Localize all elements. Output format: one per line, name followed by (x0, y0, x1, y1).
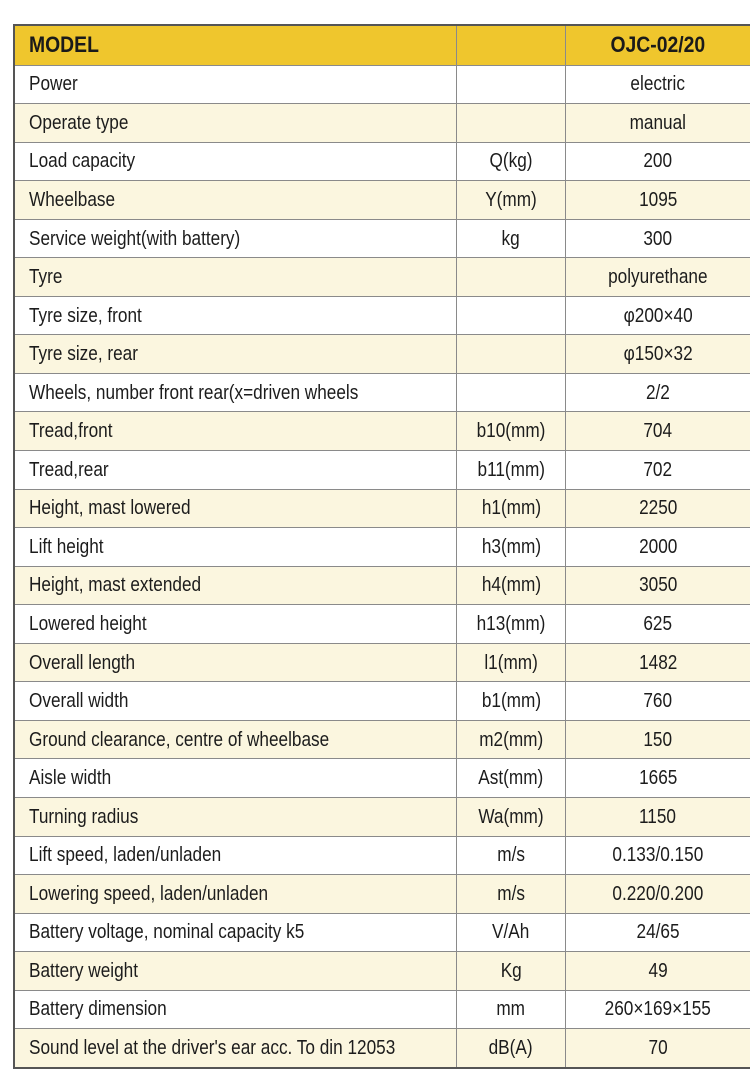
table-row (14, 142, 750, 181)
row-parameter: Height, mast lowered (29, 497, 191, 520)
row-parameter: Sound level at the driver's ear acc. To din 12053 (29, 1037, 396, 1060)
row-value: 2000 (638, 535, 678, 558)
row-value: 24/65 (636, 921, 680, 944)
table-row (14, 1029, 750, 1068)
table-row (14, 566, 750, 605)
row-value-cell (566, 65, 750, 104)
row-value-cell (566, 605, 750, 644)
row-unit: h3(mm) (481, 535, 541, 558)
row-parameter-cell (14, 412, 457, 451)
table-row (14, 952, 750, 991)
table-row (14, 720, 750, 759)
row-parameter-cell (14, 797, 457, 836)
row-value-cell (566, 566, 750, 605)
row-value: 260×169×155 (604, 998, 712, 1021)
row-unit: b11(mm) (477, 458, 545, 481)
row-value: 150 (643, 728, 673, 751)
row-parameter: Operate type (29, 111, 129, 134)
row-unit-cell (457, 836, 566, 875)
row-parameter-cell (14, 104, 457, 143)
row-unit-cell (457, 875, 566, 914)
row-value: polyurethane (608, 266, 708, 289)
row-parameter-cell (14, 875, 457, 914)
row-parameter: Ground clearance, centre of wheelbase (29, 728, 330, 751)
row-value-cell (566, 451, 750, 490)
row-unit: Y(mm) (485, 188, 537, 211)
row-value-cell (566, 720, 750, 759)
row-unit-cell (457, 65, 566, 104)
row-unit-cell (457, 759, 566, 798)
row-value: 3050 (638, 574, 678, 597)
row-unit: Kg (500, 959, 522, 982)
row-unit-cell (457, 990, 566, 1029)
table-header-row (14, 25, 750, 65)
row-value-cell (566, 913, 750, 952)
row-parameter: Tyre (29, 266, 63, 289)
row-parameter: Battery dimension (29, 998, 167, 1021)
row-parameter: Battery voltage, nominal capacity k5 (29, 921, 305, 944)
row-parameter-cell (14, 65, 457, 104)
row-value-cell (566, 836, 750, 875)
row-parameter-cell (14, 952, 457, 991)
row-value: 625 (643, 612, 673, 635)
row-unit-cell (457, 566, 566, 605)
row-parameter: Overall width (29, 690, 129, 713)
row-parameter: Battery weight (29, 959, 138, 982)
row-parameter-cell (14, 1029, 457, 1068)
table-row (14, 412, 750, 451)
row-unit: h13(mm) (476, 612, 546, 635)
row-parameter: Tread,front (29, 420, 113, 443)
row-unit-cell (457, 104, 566, 143)
row-unit-cell (457, 643, 566, 682)
row-value-cell (566, 296, 750, 335)
table-row (14, 528, 750, 567)
row-unit: l1(mm) (484, 651, 538, 674)
header-parameter: MODEL (14, 25, 457, 65)
row-value-cell (566, 489, 750, 528)
row-parameter-cell (14, 142, 457, 181)
row-unit: kg (501, 227, 521, 250)
row-value: 70 (648, 1037, 668, 1060)
row-value: φ200×40 (623, 304, 693, 327)
row-value: 2/2 (646, 381, 670, 404)
row-parameter-cell (14, 181, 457, 220)
row-value: 0.220/0.200 (612, 882, 704, 905)
row-unit-cell (457, 181, 566, 220)
row-parameter-cell (14, 759, 457, 798)
row-parameter: Tread,rear (29, 458, 109, 481)
row-unit-cell (457, 142, 566, 181)
row-parameter: Wheels, number front rear(x=driven wheels (29, 381, 359, 404)
row-parameter: Lowering speed, laden/unladen (29, 882, 269, 905)
row-value: 702 (643, 458, 673, 481)
header-model-value: OJC-02/20 (566, 25, 750, 65)
row-value: 760 (643, 690, 673, 713)
row-unit: Q(kg) (489, 150, 533, 173)
row-value: φ150×32 (623, 343, 693, 366)
row-value: 0.133/0.150 (612, 844, 704, 867)
table-row (14, 489, 750, 528)
row-unit-cell (457, 219, 566, 258)
row-unit-cell (457, 720, 566, 759)
row-unit-cell (457, 913, 566, 952)
row-parameter-cell (14, 836, 457, 875)
row-unit-cell (457, 412, 566, 451)
row-value: electric (630, 73, 686, 96)
row-parameter-cell (14, 643, 457, 682)
row-parameter-cell (14, 451, 457, 490)
row-unit: dB(A) (489, 1037, 533, 1060)
row-parameter-cell (14, 682, 457, 721)
row-value: 1482 (638, 651, 678, 674)
row-unit: m/s (497, 882, 525, 905)
spec-table (13, 24, 750, 1069)
row-unit: b1(mm) (481, 690, 541, 713)
table-row (14, 643, 750, 682)
row-parameter-cell (14, 990, 457, 1029)
table-row (14, 104, 750, 143)
row-value-cell (566, 682, 750, 721)
row-value-cell (566, 952, 750, 991)
row-value: 200 (643, 150, 673, 173)
row-value: manual (629, 111, 687, 134)
row-parameter-cell (14, 296, 457, 335)
row-parameter-cell (14, 373, 457, 412)
table-row (14, 875, 750, 914)
table-row (14, 913, 750, 952)
row-value-cell (566, 335, 750, 374)
table-row (14, 836, 750, 875)
row-parameter: Turning radius (29, 805, 139, 828)
table-row (14, 759, 750, 798)
row-parameter: Tyre size, front (29, 304, 142, 327)
row-parameter-cell (14, 720, 457, 759)
row-value-cell (566, 528, 750, 567)
row-unit-cell (457, 952, 566, 991)
row-parameter-cell (14, 258, 457, 297)
row-unit-cell (457, 258, 566, 297)
row-value-cell (566, 373, 750, 412)
row-value: 49 (648, 959, 668, 982)
table-row (14, 335, 750, 374)
row-unit: Wa(mm) (478, 805, 544, 828)
table-row (14, 296, 750, 335)
row-parameter-cell (14, 913, 457, 952)
row-value-cell (566, 990, 750, 1029)
row-unit: b10(mm) (476, 420, 546, 443)
table-row (14, 797, 750, 836)
row-parameter: Service weight(with battery) (29, 227, 241, 250)
row-unit: V/Ah (492, 921, 530, 944)
row-value-cell (566, 1029, 750, 1068)
row-parameter: Wheelbase (29, 188, 116, 211)
row-unit-cell (457, 682, 566, 721)
header-unit (457, 25, 566, 65)
row-unit-cell (457, 335, 566, 374)
row-parameter-cell (14, 219, 457, 258)
table-row (14, 258, 750, 297)
row-parameter: Lowered height (29, 612, 147, 635)
row-value: 300 (643, 227, 673, 250)
row-value: 2250 (638, 497, 678, 520)
row-value-cell (566, 797, 750, 836)
row-value-cell (566, 219, 750, 258)
row-value-cell (566, 412, 750, 451)
row-unit-cell (457, 605, 566, 644)
table-row (14, 682, 750, 721)
row-value: 1095 (638, 188, 678, 211)
row-unit-cell (457, 528, 566, 567)
table-row (14, 65, 750, 104)
row-parameter: Load capacity (29, 150, 136, 173)
row-unit-cell (457, 489, 566, 528)
row-value-cell (566, 104, 750, 143)
row-parameter-cell (14, 528, 457, 567)
row-value-cell (566, 875, 750, 914)
row-parameter-cell (14, 489, 457, 528)
row-parameter-cell (14, 605, 457, 644)
row-parameter: Overall length (29, 651, 136, 674)
table-row (14, 219, 750, 258)
row-value: 704 (643, 420, 673, 443)
row-unit-cell (457, 451, 566, 490)
row-unit: Ast(mm) (478, 767, 544, 790)
row-parameter: Lift speed, laden/unladen (29, 844, 222, 867)
table-row (14, 181, 750, 220)
row-unit-cell (457, 1029, 566, 1068)
row-parameter: Tyre size, rear (29, 343, 138, 366)
row-value-cell (566, 643, 750, 682)
table-row (14, 605, 750, 644)
table-row (14, 990, 750, 1029)
row-value: 1150 (639, 805, 677, 828)
row-unit: h1(mm) (481, 497, 541, 520)
table-row (14, 373, 750, 412)
row-unit-cell (457, 296, 566, 335)
row-unit: mm (496, 998, 526, 1021)
row-unit: h4(mm) (481, 574, 541, 597)
row-parameter-cell (14, 335, 457, 374)
row-parameter-cell (14, 566, 457, 605)
row-value-cell (566, 759, 750, 798)
row-unit: m/s (497, 844, 525, 867)
row-unit: m2(mm) (478, 728, 544, 751)
row-parameter: Lift height (29, 535, 104, 558)
row-value: 1665 (638, 767, 678, 790)
row-value-cell (566, 258, 750, 297)
row-parameter: Power (29, 73, 78, 96)
table-row (14, 451, 750, 490)
row-unit-cell (457, 797, 566, 836)
row-value-cell (566, 142, 750, 181)
row-value-cell (566, 181, 750, 220)
row-parameter: Aisle width (29, 767, 112, 790)
row-unit-cell (457, 373, 566, 412)
row-parameter: Height, mast extended (29, 574, 202, 597)
